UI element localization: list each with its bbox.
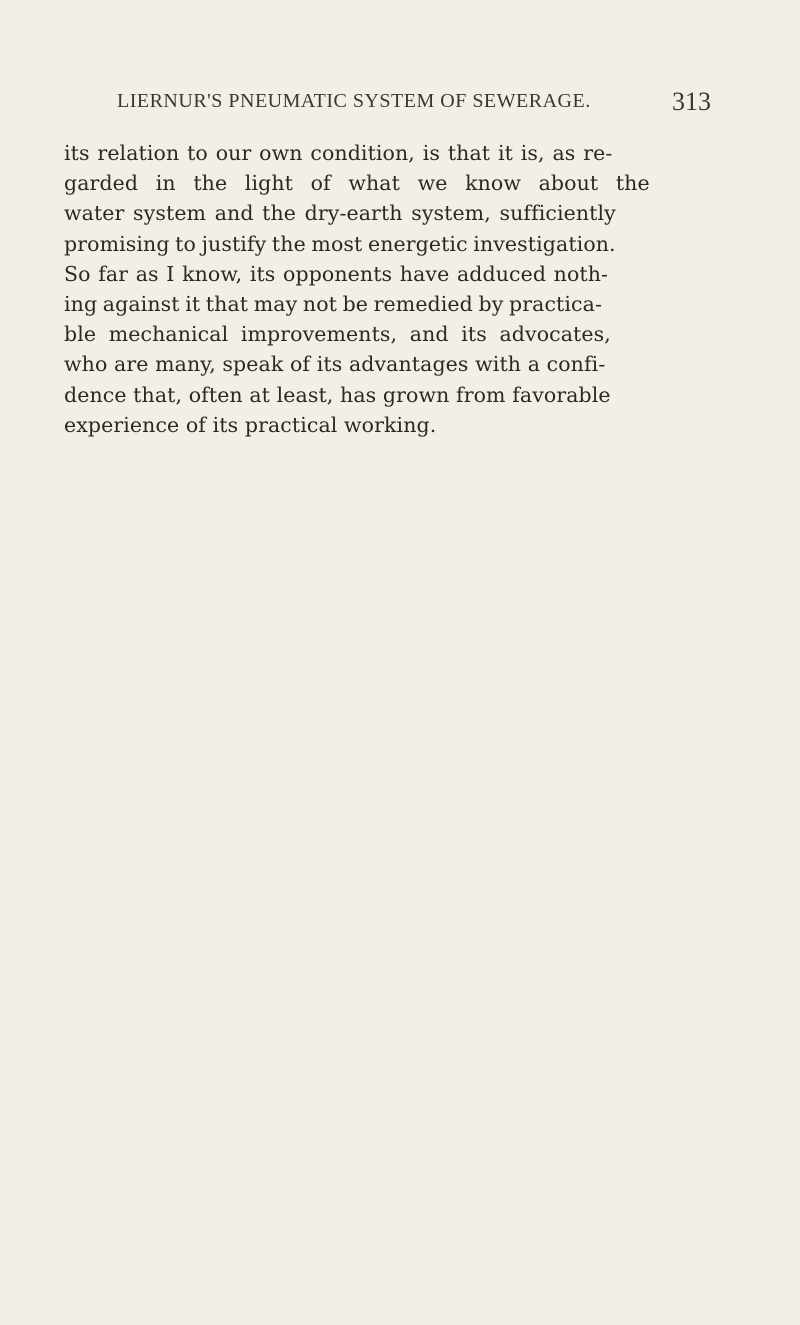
text-line: water system and the dry-earth system, sufficiently — [64, 201, 616, 226]
running-head — [117, 87, 711, 120]
page-number: 313 — [672, 87, 711, 116]
text-line: its relation to our own condition, is that it is, as re- — [64, 141, 613, 165]
text-line: promising to justify the most energetic investigation. — [64, 231, 616, 256]
text-line: dence that, often at least, has grown from favorable — [64, 382, 611, 407]
text-line: ing against it that may not be remedied by practica- — [64, 291, 602, 316]
text-line: ble mechanical improvements, and its advocates, — [64, 322, 611, 347]
text-line: experience of its practical working. — [64, 412, 437, 437]
text-line: who are many, speak of its advantages with a confi- — [64, 352, 606, 377]
body-paragraph — [64, 138, 714, 440]
running-title: LIERNUR'S PNEUMATIC SYSTEM OF SEWERAGE. — [117, 90, 591, 112]
text-line: garded in the light of what we know about the — [64, 171, 650, 196]
text-line: So far as I know, its opponents have adduced noth- — [64, 261, 609, 286]
